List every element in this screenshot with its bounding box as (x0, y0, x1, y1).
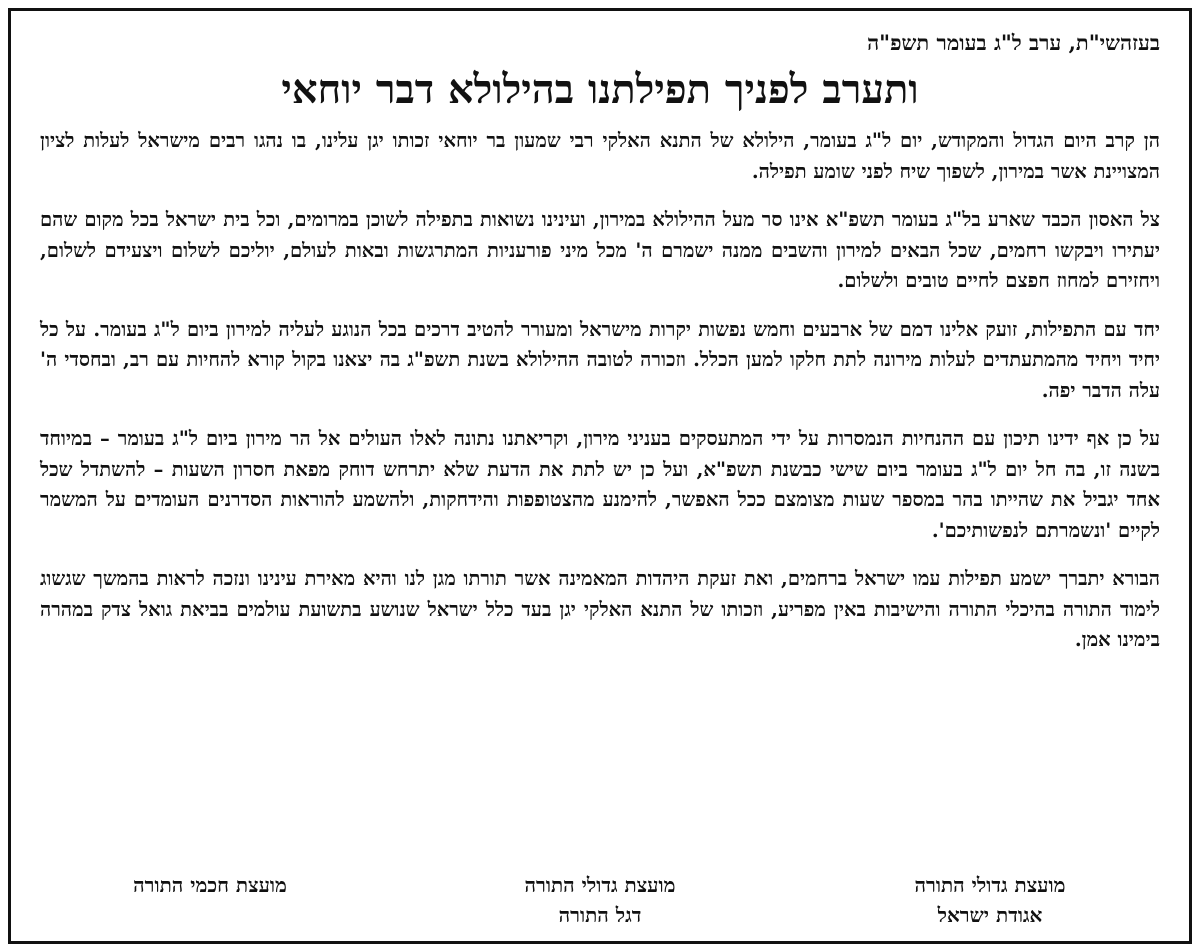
signature-council-name: מועצת חכמי התורה (133, 873, 287, 897)
signature-chachmei-hatorah (60, 870, 360, 930)
signature-degel-hatorah (450, 870, 750, 930)
dateline: בעזהשי"ת, ערב ל"ג בעומר תשפ"ה (867, 30, 1160, 55)
signatures (60, 870, 1140, 930)
paragraph-1: הן קרב היום הגדול והמקודש, יום ל"ג בעומר, הילולא של התנא האלקי רבי שמעון בר יוחאי זכותו יגן עלינו, בו נהגו רבים מישראל לעלות לציון המצויינת אשר במירון, לשפוך שיח לפני שומע תפילה. (40, 129, 1160, 183)
signature-party-name: אגודת ישראל (937, 903, 1043, 927)
notice-title: ותערב לפניך תפילתנו בהילולא דבר יוחאי (281, 66, 919, 113)
signature-agudat-yisrael (840, 870, 1140, 930)
signature-council-name: מועצת גדולי התורה (914, 873, 1066, 897)
paragraph-2: צל האסון הכבד שארע בל"ג בעומר תשפ"א אינו סר מעל ההילולא במירון, ועינינו נשואות בתפילה לשוכן במרומים, וכל בית ישראל בכל מקום שהם יעתירו ויבקשו רחמים, שכל הבאים למירון והשבים ממנה ישמרם ה' מכל מיני פורעניות המתרגשות ובאות לעולם, יוליכם לשלום ויצעידם לשלום, ויחזירם למחוז חפצם לחיים טובים ולשלום. (40, 208, 1160, 292)
signature-council-name: מועצת גדולי התורה (524, 873, 676, 897)
signature-party-name: דגל התורה (558, 903, 642, 927)
notice-body (40, 28, 1160, 932)
paragraph-5: הבורא יתברך ישמע תפילות עמו ישראל ברחמים, ואת זעקת היהדות המאמינה אשר תורתו מגן לנו והיא מאירת עינינו ונזכה לראות בהמשך שגשוג לימוד התורה בהיכלי התורה והישיבות באין מפריע, וזכותו של התנא האלקי יגן בעד כלל ישראל שנושע בתשועת עולמים בביאת גואל צדק במהרה בימינו אמן. (40, 567, 1160, 651)
paragraph-3: יחד עם התפילות, זועק אלינו דמם של ארבעים וחמש נפשות יקרות מישראל ומעורר להטיב דרכים בכל הנוגע לעליה למירון ביום ל"ג בעומר. על כל יחיד ויחיד מהמתעתדים לעלות מירונה לתת חלקו למען הכלל. וזכורה לטובה ההילולא בשנת תשפ"ג בה יצאנו בקול קורא להחיות עם רב, ובחסדי ה' עלה הדבר יפה. (40, 317, 1160, 402)
paragraph-4: על כן אף ידינו תיכון עם ההנחיות הנמסרות על ידי המתעסקים בעניני מירון, וקריאתנו נתונה לאלו העולים אל הר מירון ביום ל"ג בעומר – במיוחד בשנה זו, בה חל יום ל"ג בעומר ביום שישי כבשנת תשפ"א, ועל כן יש לתת את הדעת שלא יתרחש דוחק מפאת חסרון השעות – להשתדל שכל אחד יגביל את שהייתו בהר במספר שעות מצומצם ככל האפשר, להימנע מהצטופפות והידחקות, ולהשמע להוראות הסדרנים העומדים על המשמר לקיים 'ונשמרתם לנפשותיכם'. (40, 427, 1160, 542)
